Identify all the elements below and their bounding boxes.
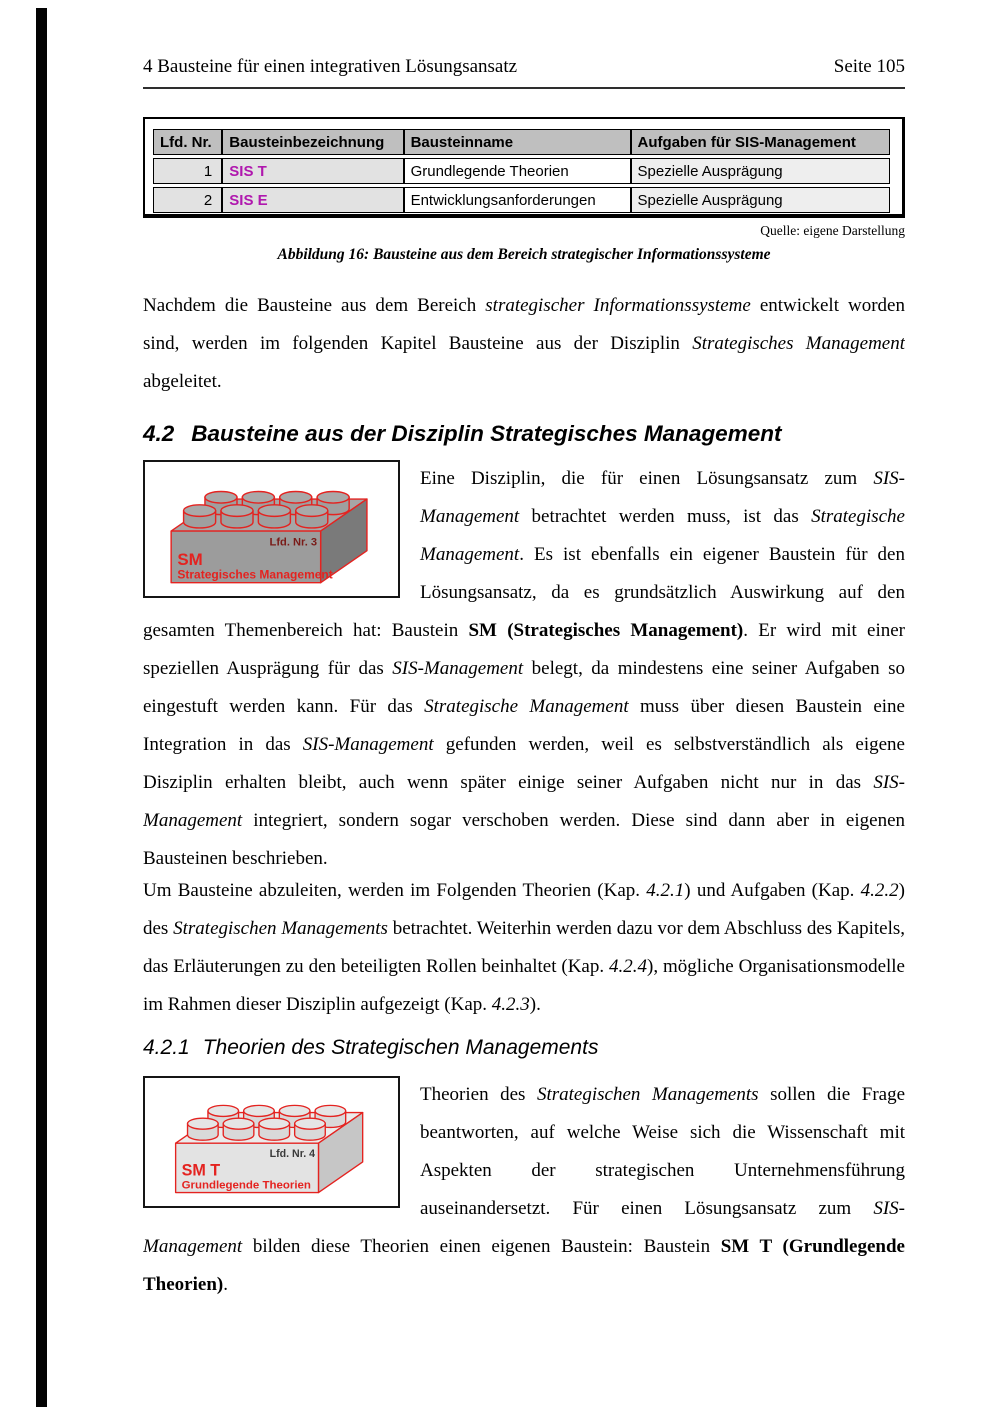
cell-nr: 1 [153,158,222,184]
text-segment: abgeleitet. [143,371,222,392]
text-segment: ). [529,994,541,1015]
text-segment: 4.2.3 [491,994,530,1015]
text-segment: 4.2.1 [646,880,685,901]
brick-code-label: SM [177,549,203,569]
stud [296,505,328,528]
paragraph-intro [143,287,905,407]
bausteine-table [153,126,890,216]
text-segment: SIS-Management [143,1198,905,1257]
brick-lfd-label: Lfd. Nr. 3 [269,536,317,549]
brick-figure-sm [143,460,400,598]
text-segment: . Er wird mit einer speziellen Ausprägung für das [143,620,905,679]
heading-title: Theorien des Strategischen Managements [202,1036,599,1059]
brick-studs [183,491,349,527]
figure-table-frame [143,117,905,218]
cell-task: Spezielle Ausprägung [631,187,890,213]
page-number: Seite 105 [833,56,905,77]
running-title: 4 Bausteine für einen integrativen Lösungsansatz [143,56,518,77]
cell-nr: 2 [153,187,222,213]
text-segment: Strategische Management [420,506,905,565]
figure-caption: Abbildung 16: Bausteine aus dem Bereich strategischer Informationssysteme [277,246,771,263]
brick-name-label: Grundlegende Theorien [181,1179,311,1192]
text-segment: ) und Aufgaben (Kap. [684,880,861,901]
text-segment: ), mögliche Organisationsmodelle im Rahmen dieser Disziplin aufgezeigt (Kap. [143,956,905,1015]
heading-number: 4.2.1 [143,1036,190,1059]
stud [258,505,290,528]
text-segment: Strategische Management [424,696,629,717]
text-segment: . [223,1274,228,1295]
text-segment: . Es ist ebenfalls ein eigener Baustein für den Lösungsansatz, da es grundsätzlich Auswirkung auf den gesamten Themenbereich hat: Baustein [143,544,905,641]
figure-source-note: Quelle: eigene Darstellung [760,223,905,238]
table-row [153,187,890,213]
text-segment: integriert, sondern sogar verschoben werden. Diese sind dann aber in eigenen Bausteinen beschrieben. [143,810,905,869]
page-header [143,56,905,89]
text-segment: SM (Strategisches Management) [468,620,744,641]
text-segment: betrachtet. Weiterhin werden dazu vor dem Abschluss des Kapitels, das Erläuterungen zu den beteiligten Rollen beinhaltet (Kap. [143,918,905,977]
text-segment: strategischer Informationssysteme [485,295,751,316]
text-segment: Strategischen Managements [536,1084,759,1105]
text-segment: SIS-Management [143,772,905,831]
cell-name: Grundlegende Theorien [404,158,631,184]
text-segment: Um Bausteine abzuleiten, werden im Folgenden Theorien (Kap. [143,880,647,901]
text-segment: sollen die Frage beantworten, auf welche Weise sich die Wissenschaft mit Aspekten der strategischen Unternehmensführung auseinandersetzt. Für einen Lösungsansatz zum [420,1084,905,1219]
col-header-bausteinbezeichnung: Bausteinbezeichnung [222,129,403,155]
text-segment: betrachtet werden muss, ist das [519,506,812,527]
paragraph-overview [143,872,905,1028]
heading-number: 4.2 [143,421,175,446]
brick-name-label: Strategisches Management [177,566,333,581]
section-heading-4-2 [143,421,781,447]
cell-code: SIS E [222,187,403,213]
col-header-bausteinname: Bausteinname [404,129,631,155]
brick-studs [187,1106,345,1141]
stud [187,1119,218,1141]
table-header-row [153,129,890,155]
section-heading-4-2-1 [143,1036,598,1060]
lego-brick-sm-graphic [149,467,394,592]
text-segment: Theorien des [420,1084,537,1105]
text-segment: gefunden werden, weil es selbstverständlich als eigene Disziplin erhalten bleibt, auch wenn später einige seiner Aufgaben nicht nur in das [143,734,905,793]
lego-brick-smt-graphic [149,1082,394,1201]
stud [259,1119,290,1141]
text-segment: SIS-Management [392,658,524,679]
stud [221,505,253,528]
brick-code-label: SM T [181,1162,220,1181]
table-row [153,158,890,184]
cell-code: SIS T [222,158,403,184]
text-segment: Nachdem die Bausteine aus dem Bereich [143,295,486,316]
col-header-aufgaben: Aufgaben für SIS-Management [631,129,890,155]
text-segment: Strategischen Managements [173,918,388,939]
text-segment: ) des [143,880,905,939]
text-segment: belegt, da mindestens eine seiner Aufgaben so eingestuft werden kann. Für das [143,658,905,717]
section-4-2-1-body [143,1076,905,1308]
text-segment: bilden diese Theorien einen eigenen Baustein: Baustein [242,1236,721,1257]
stud [223,1119,254,1141]
col-header-lfd-nr: Lfd. Nr. [153,129,222,155]
cell-name: Entwicklungsanforderungen [404,187,631,213]
text-segment: Strategisches Management [692,333,905,354]
stud [294,1119,325,1141]
text-segment: muss über diesen Baustein eine Integration in das [143,696,905,755]
text-segment: 4.2.2 [860,880,899,901]
scan-artifact-bar [36,8,47,1407]
text-segment: SIS-Management [302,734,434,755]
text-segment: Eine Disziplin, die für einen Lösungsansatz zum [420,468,874,489]
text-segment: 4.2.4 [609,956,648,977]
section-4-2-body [143,460,905,872]
brick-lfd-label: Lfd. Nr. 4 [269,1148,315,1161]
text-segment: SIS-Management [420,468,905,527]
cell-task: Spezielle Ausprägung [631,158,890,184]
stud [183,505,215,528]
heading-title: Bausteine aus der Disziplin Strategisches Management [191,421,782,446]
text-segment: entwickelt worden sind, werden im folgenden Kapitel Bausteine aus der Disziplin [143,295,905,354]
brick-figure-smt [143,1076,400,1208]
text-segment: SM T (Grundlegende Theorien) [143,1236,905,1295]
